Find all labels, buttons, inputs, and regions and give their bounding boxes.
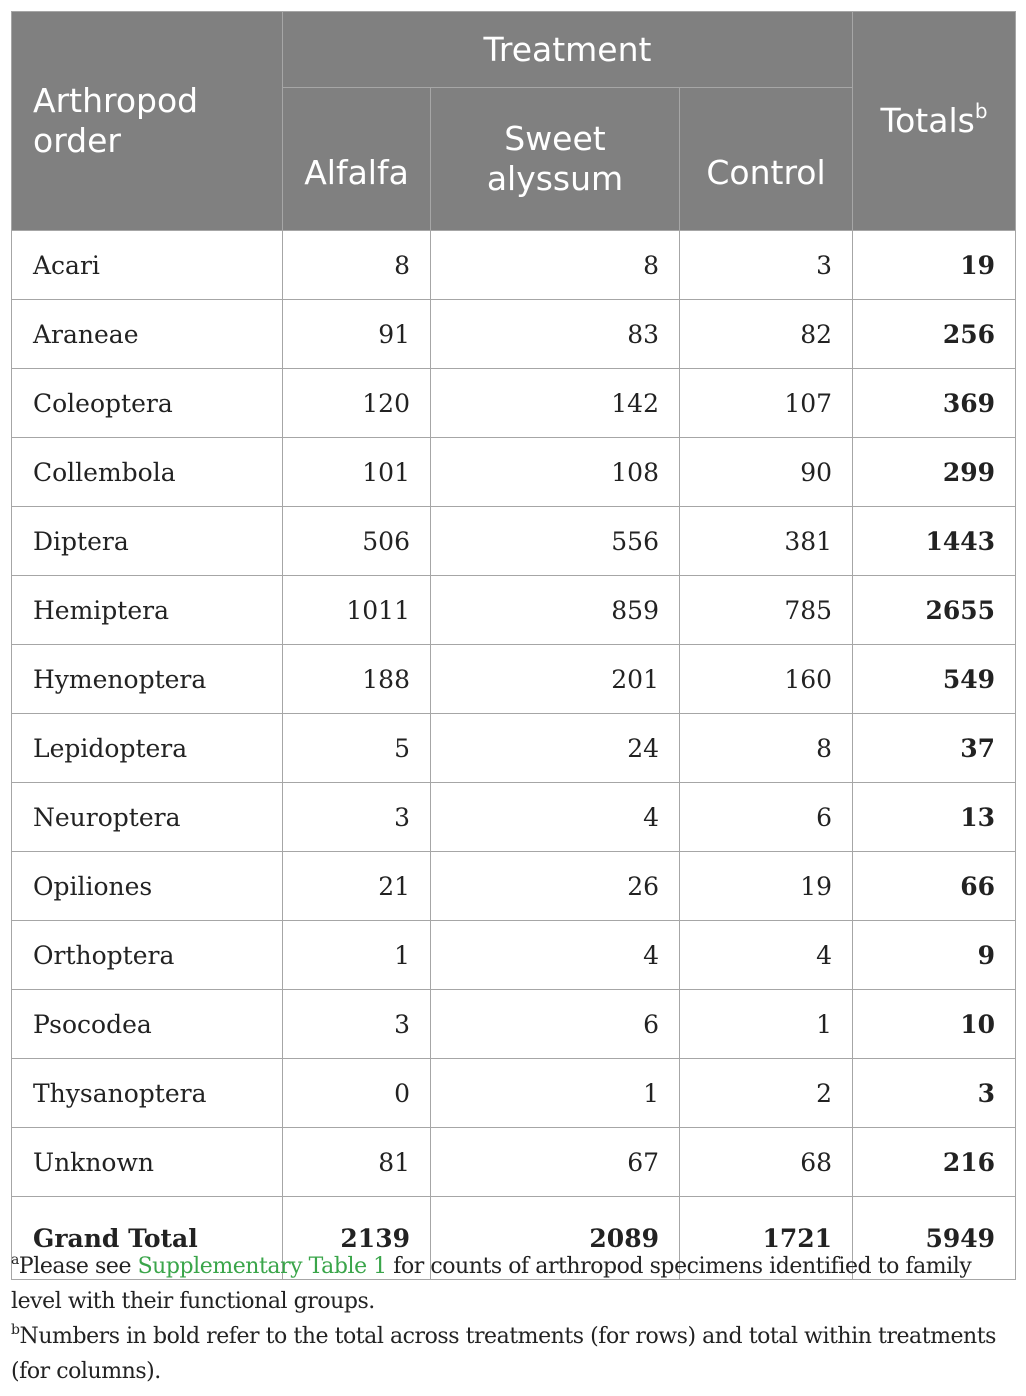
sweet-alyssum-cell: 859: [431, 576, 680, 645]
alfalfa-cell: 1011: [283, 576, 431, 645]
row-total-cell: 549: [853, 645, 1016, 714]
footnote-b: $^b$Numbers in bold refer to the total across treatments (for rows) and total within treatments (for columns).: [11, 1322, 997, 1384]
table-row: [12, 1128, 1016, 1197]
table-row: [12, 714, 1016, 783]
grand-total-label: Grand Total: [12, 1197, 283, 1280]
sweet-alyssum-cell: 26: [431, 852, 680, 921]
control-cell: 90: [680, 438, 853, 507]
sweet-alyssum-header: Sweet alyssum: [431, 88, 680, 231]
order-cell: Lepidoptera: [12, 714, 283, 783]
totals-header: Totals$^b$: [853, 12, 1016, 231]
table-row: [12, 783, 1016, 852]
control-cell: 68: [680, 1128, 853, 1197]
alfalfa-cell: 3: [283, 783, 431, 852]
alfalfa-total-cell: 2139: [283, 1197, 431, 1280]
sweet-alyssum-cell: 6: [431, 990, 680, 1059]
alfalfa-cell: 0: [283, 1059, 431, 1128]
sweet-alyssum-cell: 83: [431, 300, 680, 369]
row-total-cell: 216: [853, 1128, 1016, 1197]
totals-footnote-mark: b: [974, 99, 988, 123]
sweet-alyssum-cell: 4: [431, 783, 680, 852]
sweet-alyssum-cell: 24: [431, 714, 680, 783]
sweet-alyssum-cell: 201: [431, 645, 680, 714]
order-cell: Psocodea: [12, 990, 283, 1059]
alfalfa-cell: 188: [283, 645, 431, 714]
order-cell: Neuroptera: [12, 783, 283, 852]
order-cell: Acari: [12, 231, 283, 300]
row-total-cell: 299: [853, 438, 1016, 507]
control-header: Control: [680, 88, 853, 231]
row-total-cell: 256: [853, 300, 1016, 369]
footnote-a-mark: a: [11, 1252, 19, 1268]
table-row: [12, 300, 1016, 369]
control-cell: 2: [680, 1059, 853, 1128]
sweet-alyssum-cell: 4: [431, 921, 680, 990]
alfalfa-header: Alfalfa: [283, 88, 431, 231]
control-cell: 3: [680, 231, 853, 300]
control-cell: 4: [680, 921, 853, 990]
control-cell: 160: [680, 645, 853, 714]
alfalfa-cell: 8: [283, 231, 431, 300]
alfalfa-cell: 101: [283, 438, 431, 507]
row-total-cell: 37: [853, 714, 1016, 783]
table-row: [12, 369, 1016, 438]
alfalfa-cell: 120: [283, 369, 431, 438]
alfalfa-cell: 506: [283, 507, 431, 576]
sweet-alyssum-cell: 556: [431, 507, 680, 576]
order-cell: Araneae: [12, 300, 283, 369]
control-cell: 82: [680, 300, 853, 369]
sweet-alyssum-cell: 142: [431, 369, 680, 438]
footnotes: [11, 1249, 1017, 1389]
alfalfa-cell: 21: [283, 852, 431, 921]
sweet-alyssum-cell: 108: [431, 438, 680, 507]
row-total-cell: 10: [853, 990, 1016, 1059]
table-row: [12, 1059, 1016, 1128]
order-cell: Coleoptera: [12, 369, 283, 438]
row-total-cell: 66: [853, 852, 1016, 921]
alfalfa-cell: 5: [283, 714, 431, 783]
order-cell: Collembola: [12, 438, 283, 507]
sweet-alyssum-total-cell: 2089: [431, 1197, 680, 1280]
sweet-alyssum-cell: 1: [431, 1059, 680, 1128]
footnote-a: $^a$Please see Supplementary Table 1 for counts of arthropod specimens identified to family level with their functional groups.: [11, 1252, 972, 1314]
alfalfa-cell: 81: [283, 1128, 431, 1197]
order-cell: Hymenoptera: [12, 645, 283, 714]
table-row: [12, 231, 1016, 300]
control-total-cell: 1721: [680, 1197, 853, 1280]
supplementary-table-link[interactable]: Supplementary Table 1: [137, 1254, 387, 1279]
table-row: [12, 438, 1016, 507]
row-total-cell: 1443: [853, 507, 1016, 576]
table-row: [12, 507, 1016, 576]
sweet-alyssum-cell: 8: [431, 231, 680, 300]
control-cell: 785: [680, 576, 853, 645]
order-cell: Diptera: [12, 507, 283, 576]
arthropod-counts-table: [11, 11, 1016, 1280]
table-body: [12, 231, 1016, 1280]
alfalfa-cell: 91: [283, 300, 431, 369]
table-row: [12, 990, 1016, 1059]
control-cell: 1: [680, 990, 853, 1059]
table-header: [12, 12, 1016, 231]
control-cell: 6: [680, 783, 853, 852]
footnote-b-mark: b: [11, 1322, 20, 1338]
row-total-cell: 3: [853, 1059, 1016, 1128]
alfalfa-cell: 3: [283, 990, 431, 1059]
control-cell: 107: [680, 369, 853, 438]
table-row: [12, 852, 1016, 921]
row-total-cell: 369: [853, 369, 1016, 438]
row-total-cell: 9: [853, 921, 1016, 990]
table-row: [12, 921, 1016, 990]
order-cell: Thysanoptera: [12, 1059, 283, 1128]
order-cell: Opiliones: [12, 852, 283, 921]
order-cell: Orthoptera: [12, 921, 283, 990]
control-cell: 381: [680, 507, 853, 576]
treatment-header: Treatment: [283, 12, 853, 88]
alfalfa-cell: 1: [283, 921, 431, 990]
arthropod-order-header: Arthropod order: [12, 12, 283, 231]
grand-total-cell: 5949: [853, 1197, 1016, 1280]
row-total-cell: 2655: [853, 576, 1016, 645]
row-total-cell: 19: [853, 231, 1016, 300]
table-row: [12, 645, 1016, 714]
control-cell: 8: [680, 714, 853, 783]
sweet-alyssum-cell: 67: [431, 1128, 680, 1197]
row-total-cell: 13: [853, 783, 1016, 852]
control-cell: 19: [680, 852, 853, 921]
order-cell: Unknown: [12, 1128, 283, 1197]
order-cell: Hemiptera: [12, 576, 283, 645]
table-row: [12, 576, 1016, 645]
